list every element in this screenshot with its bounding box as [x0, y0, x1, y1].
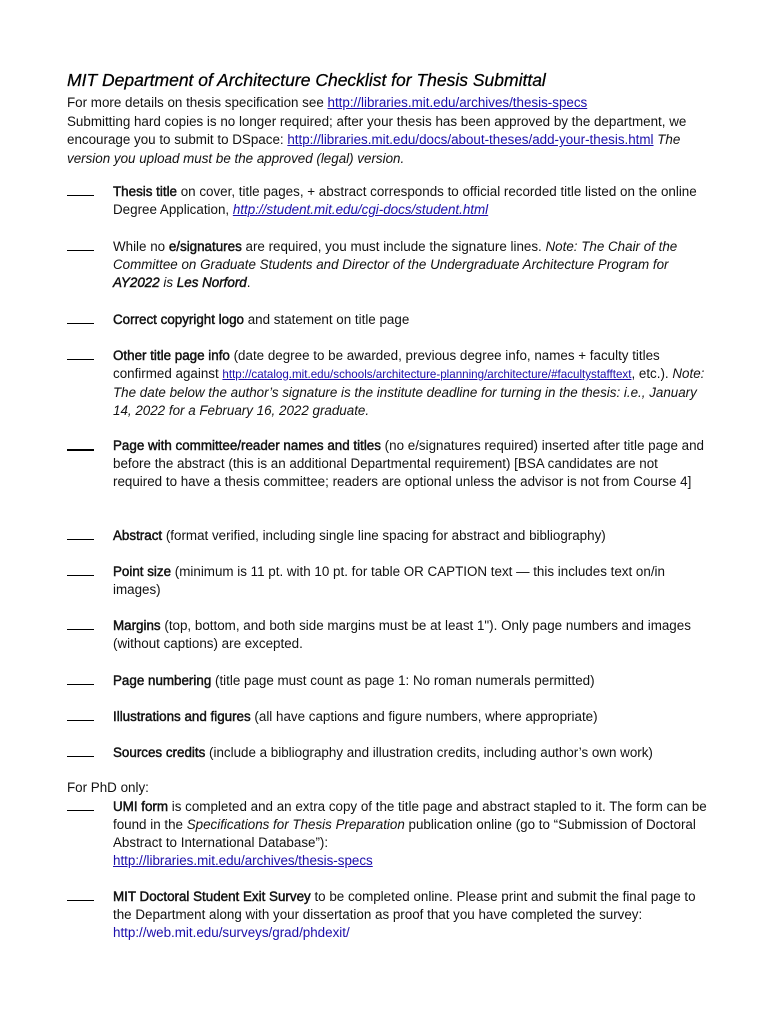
checkbox-blank-line[interactable]: [67, 195, 94, 196]
item-text: (top, bottom, and both side margins must be at least 1"). Only page numbers and images (without captions) are excepted.: [113, 618, 691, 651]
degree-application-link[interactable]: http://student.mit.edu/cgi-docs/student.html: [232, 202, 489, 217]
item-label: e/signatures: [168, 239, 242, 254]
checkbox-blank-line[interactable]: [67, 756, 94, 757]
checkbox-blank-line[interactable]: [67, 684, 94, 685]
dspace-link[interactable]: http://libraries.mit.edu/docs/about-theses/add-your-thesis.html: [287, 132, 654, 147]
chair-name: Les Norford: [176, 275, 247, 290]
phd-section-heading: For PhD only:: [67, 780, 149, 795]
item-label: Page numbering: [113, 673, 212, 688]
item-text: is completed and an extra copy of the title page and abstract stapled to it. The form can be found in the: [113, 799, 707, 832]
faculty-catalog-link[interactable]: http://catalog.mit.edu/schools/architecture-planning/architecture/#facultystafftext: [222, 368, 632, 381]
checkbox-blank-line[interactable]: [67, 900, 94, 901]
checkbox-blank-line[interactable]: [67, 250, 94, 251]
item-label: Page with committee/reader names and titles: [113, 438, 381, 453]
checkbox-blank-line[interactable]: [67, 575, 94, 576]
item-label: Correct copyright logo: [113, 312, 244, 327]
page-title: MIT Department of Architecture Checklist for Thesis Submittal: [67, 70, 546, 90]
intro-line2-text: Submitting hard copies is no longer required; after your thesis has been approved by the department, we encourage you to submit to DSpace:: [67, 113, 687, 147]
item-note: Note: The Chair of the Committee on Graduate Students and Director of the Undergraduate Architecture Program for: [113, 239, 678, 272]
umi-thesis-specs-link[interactable]: http://libraries.mit.edu/archives/thesis-specs: [113, 853, 373, 868]
item-text: (date degree to be awarded, previous degree info, names + faculty titles confirmed against: [113, 348, 660, 381]
item-text: (include a bibliography and illustration credits, including author’s own work): [205, 745, 653, 760]
item-note: Note: The date below the author’s signature is the institute deadline for turning in the thesis: i.e., January 14, 2022 for a February 16, 2022 graduate.: [113, 366, 705, 418]
checkbox-blank-line[interactable]: [67, 359, 94, 360]
thesis-specs-link[interactable]: http://libraries.mit.edu/archives/thesis-specs: [327, 95, 588, 110]
academic-year: AY2022: [113, 275, 160, 290]
checkbox-blank-line[interactable]: [67, 629, 94, 630]
item-text-2: publication online (go to “Submission of Doctoral Abstract to International Database”):: [113, 817, 696, 850]
item-label: Margins: [113, 618, 161, 633]
item-label: Point size: [113, 564, 172, 579]
checkbox-blank-line[interactable]: [67, 449, 94, 451]
item-text: to be completed online. Please print and submit the final page to the Department along with your dissertation as proof that you have completed the survey:: [113, 889, 696, 922]
item-text: on cover, title pages, + abstract corresponds to official recorded title listed on the online Degree Application,: [113, 184, 697, 217]
item-text: (all have captions and figure numbers, where appropriate): [250, 709, 598, 724]
intro-paragraph: [67, 94, 707, 168]
item-pre: While no: [113, 239, 169, 254]
item-italic-title: Specifications for Thesis Preparation: [186, 817, 405, 832]
item-text: (no e/signatures required) inserted after title page and before the abstract (this is an additional Departmental requirement) [BSA candidates are not required to have a thesis committee; readers are optional unless the advisor is not from Course 4]: [113, 438, 705, 489]
item-label: Other title page info: [113, 348, 230, 363]
checkbox-blank-line[interactable]: [67, 323, 94, 324]
checkbox-blank-line[interactable]: [67, 539, 94, 540]
item-label: Thesis title: [113, 184, 177, 199]
item-label: Abstract: [113, 528, 163, 543]
checkbox-blank-line[interactable]: [67, 720, 94, 721]
item-label: MIT Doctoral Student Exit Survey: [113, 889, 311, 904]
item-label: Sources credits: [113, 745, 206, 760]
checkbox-blank-line[interactable]: [67, 810, 94, 811]
item-end: .: [246, 275, 251, 290]
item-text: (minimum is 11 pt. with 10 pt. for table OR CAPTION text — this includes text on/in images): [113, 564, 665, 597]
item-text: (title page must count as page 1: No roman numerals permitted): [211, 673, 595, 688]
item-label: Illustrations and figures: [113, 709, 251, 724]
item-text: and statement on title page: [244, 312, 410, 327]
intro-line1-text: For more details on thesis specification see: [67, 95, 328, 110]
item-text: (format verified, including single line spacing for abstract and bibliography): [162, 528, 606, 543]
item-text: are required, you must include the signature lines.: [241, 239, 546, 254]
item-label: UMI form: [113, 799, 169, 814]
item-after-link: , etc.).: [631, 366, 673, 381]
intro-line2-tail: The version you upload must be the approved (legal) version.: [67, 132, 681, 166]
item-is: is: [159, 275, 177, 290]
exit-survey-link[interactable]: http://web.mit.edu/surveys/grad/phdexit/: [113, 925, 350, 940]
